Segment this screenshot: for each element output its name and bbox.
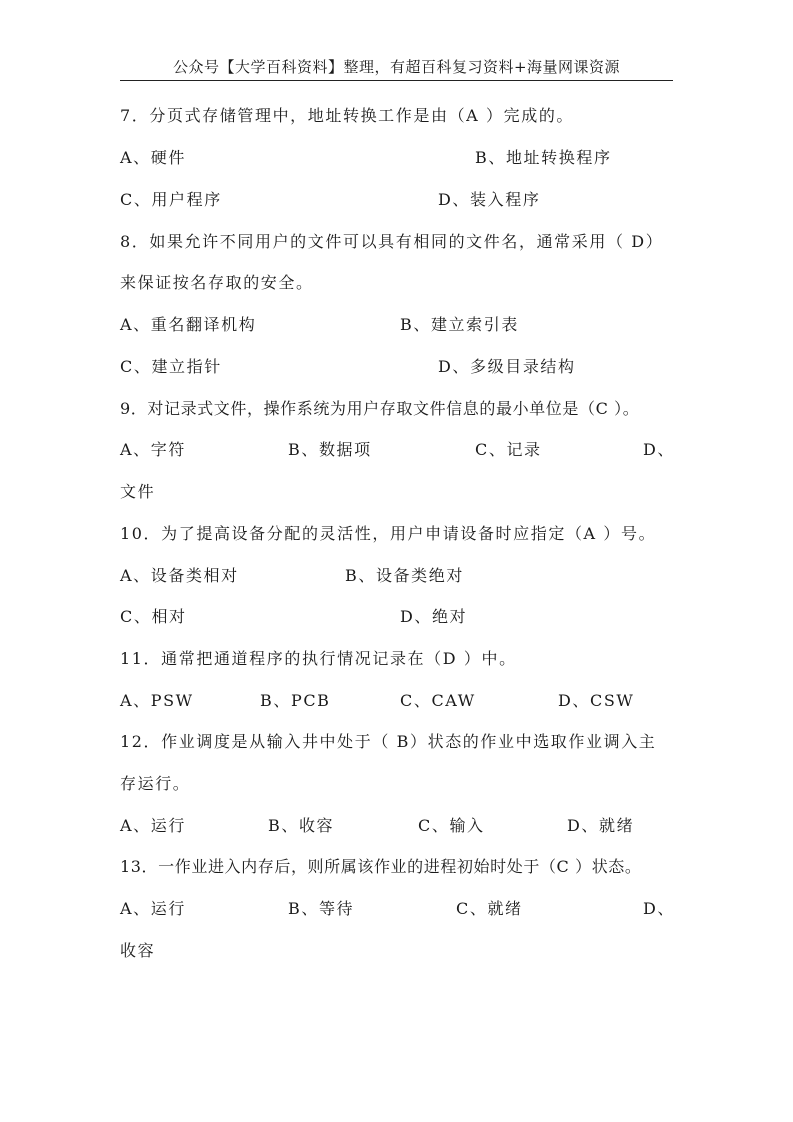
question-8-option-d: D、多级目录结构	[438, 357, 576, 376]
question-11-option-c: C、CAW	[400, 691, 476, 710]
question-8-option-b: B、建立索引表	[400, 315, 519, 334]
question-12-option-d: D、就绪	[567, 816, 635, 835]
question-7-option-c: C、用户程序	[120, 190, 222, 209]
question-12-stem-line2: 存运行。	[120, 774, 191, 793]
question-12-option-b: B、收容	[268, 816, 335, 835]
question-8-stem-line1: 8．如果允许不同用户的文件可以具有相同的文件名，通常采用（ D）	[120, 232, 664, 251]
question-11-option-b: B、PCB	[260, 691, 331, 710]
question-7-option-b: B、地址转换程序	[475, 148, 612, 167]
question-10-option-c: C、相对	[120, 607, 187, 626]
question-12-stem-line1: 12．作业调度是从输入井中处于（ B）状态的作业中选取作业调入主	[120, 732, 657, 751]
question-9-option-d: D、	[643, 440, 676, 459]
question-10-option-d: D、绝对	[400, 607, 468, 626]
question-9-option-d-continued: 文件	[120, 482, 156, 501]
header-rule	[120, 80, 673, 81]
question-13-option-d-continued: 收容	[120, 941, 156, 960]
question-10-stem: 10．为了提高设备分配的灵活性，用户申请设备时应指定（A ）号。	[120, 524, 657, 543]
question-11-stem: 11．通常把通道程序的执行情况记录在（D ）中。	[120, 649, 517, 668]
question-9-stem: 9．对记录式文件，操作系统为用户存取文件信息的最小单位是（C ）。	[120, 399, 640, 418]
page-header: 公众号【大学百科资料】整理，有超百科复习资料+海量网课资源	[172, 58, 621, 76]
question-8-option-a: A、重名翻译机构	[120, 315, 257, 334]
question-13-option-c: C、就绪	[456, 899, 523, 918]
question-7-stem: 7．分页式存储管理中，地址转换工作是由（A ）完成的。	[120, 106, 575, 125]
question-8-stem-line2: 来保证按名存取的安全。	[120, 273, 314, 292]
question-13-option-b: B、等待	[288, 899, 355, 918]
question-11-option-a: A、PSW	[120, 691, 194, 710]
question-12-option-c: C、输入	[418, 816, 485, 835]
question-7-option-a: A、硬件	[120, 148, 186, 167]
question-11-option-d: D、CSW	[558, 691, 635, 710]
question-9-option-b: B、数据项	[288, 440, 372, 459]
question-7-option-d: D、装入程序	[438, 190, 541, 209]
question-13-option-a: A、运行	[120, 899, 186, 918]
question-13-stem: 13．一作业进入内存后，则所属该作业的进程初始时处于（C ）状态。	[120, 857, 642, 876]
question-9-option-c: C、记录	[475, 440, 542, 459]
question-9-option-a: A、字符	[120, 440, 186, 459]
question-8-option-c: C、建立指针	[120, 357, 222, 376]
question-10-option-b: B、设备类绝对	[345, 566, 464, 585]
question-10-option-a: A、设备类相对	[120, 566, 239, 585]
question-12-option-a: A、运行	[120, 816, 186, 835]
question-13-option-d: D、	[643, 899, 676, 918]
